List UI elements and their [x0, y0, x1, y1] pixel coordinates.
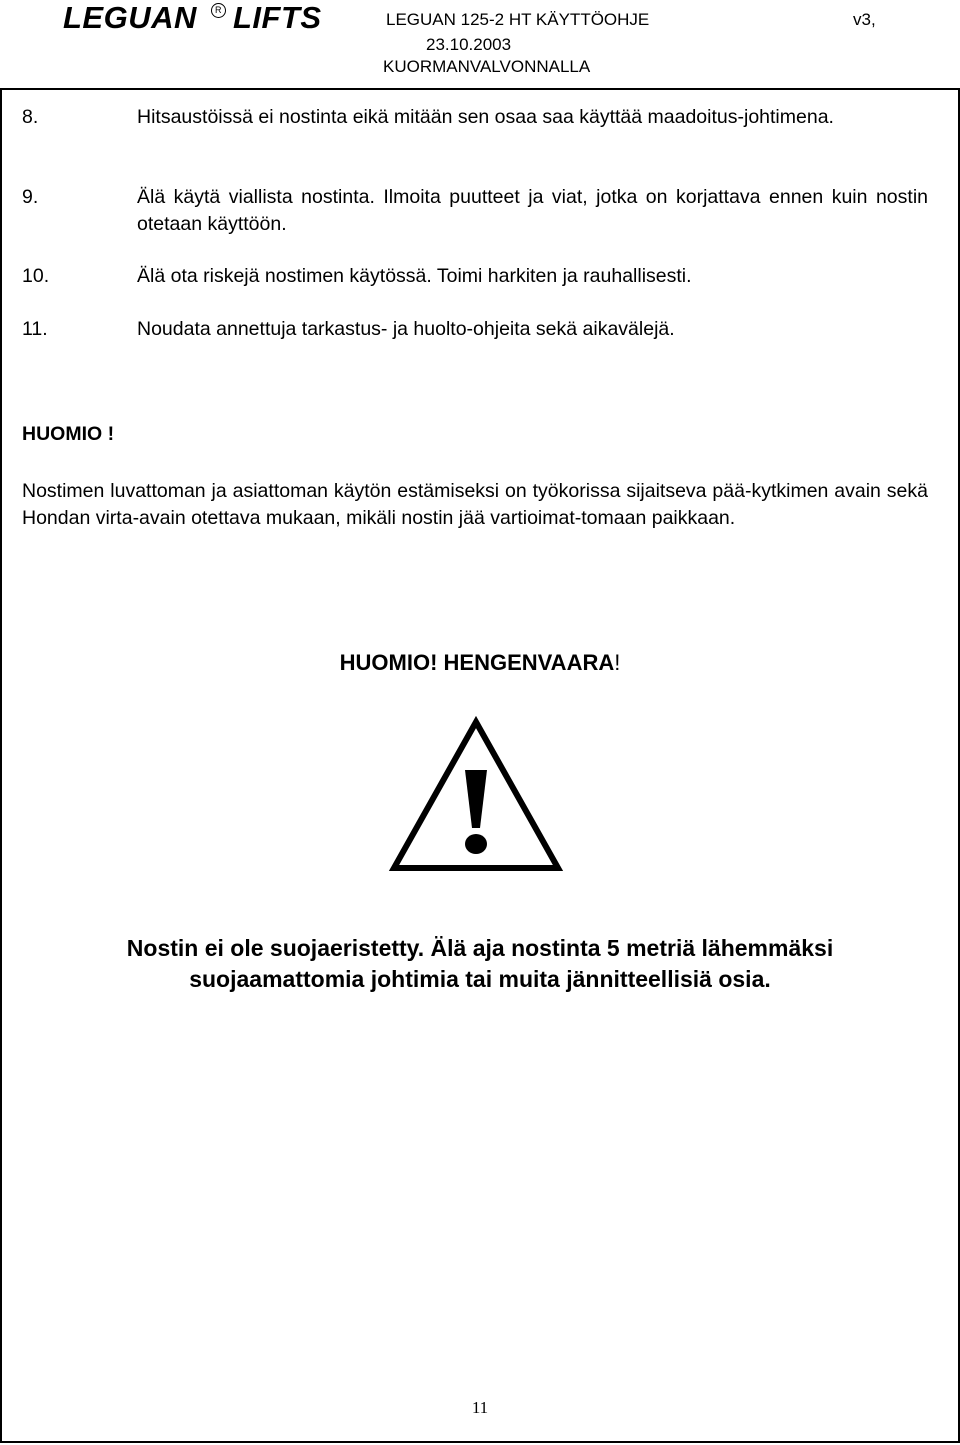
note-paragraph: Nostimen luvattoman ja asiattoman käytön estämiseksi on työkorissa sijaitseva pää-kytkimen avain sekä Hondan virta-avain otettava mukaan, mikäli nostin jää vartioimat-tomaan paikkaan. — [22, 480, 928, 529]
document-date: 23.10.2003 — [426, 35, 512, 54]
list-item — [22, 263, 928, 290]
list-item-number: 8. — [22, 106, 39, 128]
list-item — [22, 316, 928, 343]
list-item-text: Älä ota riskejä nostimen käytössä. Toimi harkiten ja rauhallisesti. — [137, 265, 692, 287]
logo-word-leguan: LEGUAN — [63, 0, 197, 35]
page-number: 11 — [471, 1398, 489, 1417]
list-item-text: Älä käytä viallista nostinta. Ilmoita puutteet ja viat, jotka on korjattava ennen kuin nostin otetaan käyttöön. — [137, 186, 928, 235]
final-warning-line: Nostin ei ole suojaeristetty. Älä aja nostinta 5 metriä lähemmäksi — [126, 935, 834, 961]
list-item-number: 10. — [22, 265, 50, 287]
document-version: v3, — [853, 10, 876, 29]
final-warning-line: suojaamattomia johtimia tai muita jännitteellisiä osia. — [189, 966, 771, 992]
registered-mark: R — [211, 3, 226, 18]
logo-word-lifts: LIFTS — [233, 0, 322, 35]
danger-heading — [0, 650, 960, 676]
page-border-left — [0, 88, 2, 1443]
list-item — [22, 184, 928, 238]
list-item-number: 11. — [22, 318, 48, 340]
header-rule — [0, 88, 960, 90]
document-title: LEGUAN 125-2 HT KÄYTTÖOHJE — [386, 10, 650, 29]
page-border-bottom — [0, 1441, 960, 1443]
danger-label: HUOMIO! HENGENVAARA — [339, 650, 615, 675]
list-item-text: Noudata annettuja tarkastus- ja huolto-ohjeita sekä aikavälejä. — [137, 318, 675, 340]
list-item-text: Hitsaustöissä ei nostinta eikä mitään sen osaa saa käyttää maadoitus-johtimena. — [137, 106, 834, 128]
note-heading: HUOMIO ! — [22, 423, 115, 445]
warning-triangle-exclamation-icon — [388, 716, 564, 874]
danger-exclamation: ! — [614, 650, 621, 675]
list-item — [22, 104, 928, 131]
document-subtitle: KUORMANVALVONNALLA — [383, 57, 591, 76]
list-item-number: 9. — [22, 186, 39, 208]
final-warning — [0, 933, 960, 995]
